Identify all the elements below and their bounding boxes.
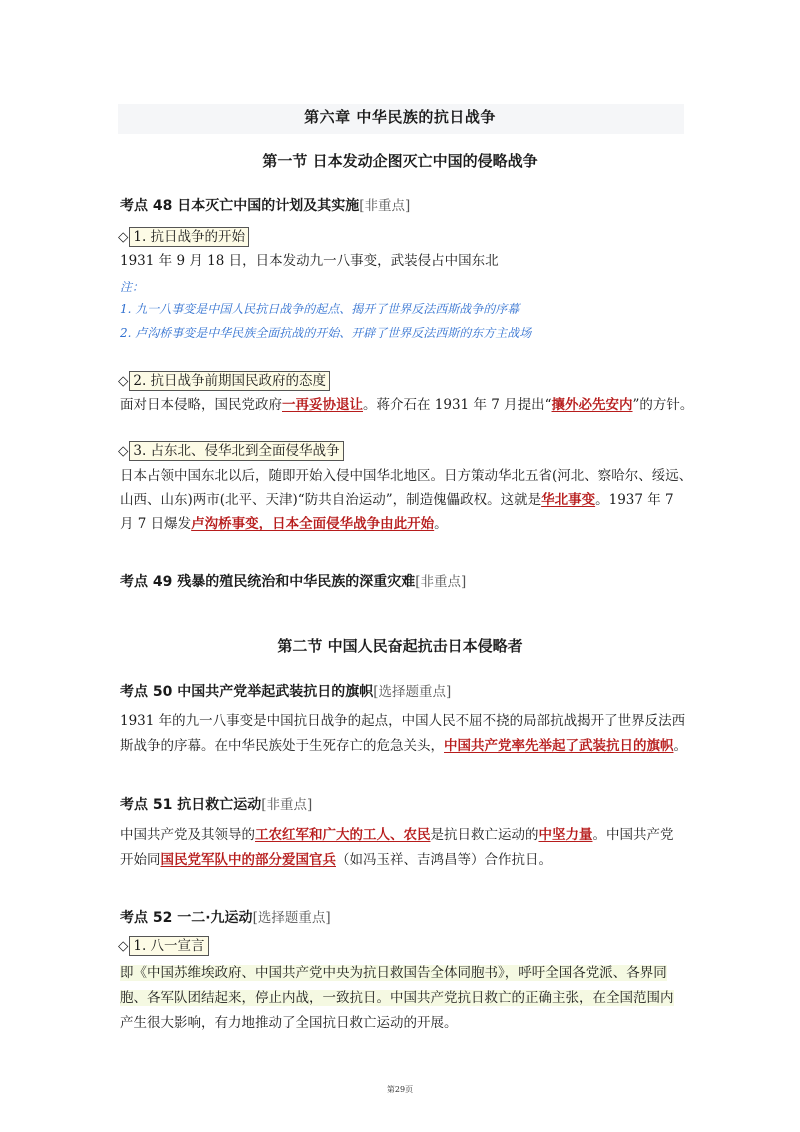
diamond-icon: ◇ [118, 229, 129, 245]
kp48-sub1-label: 1. 抗日战争的开始 [129, 227, 249, 247]
kp50-line2 [120, 734, 687, 758]
kp52-line3: 产生很大影响，有力地推动了全国抗日救亡运动的开展。 [120, 1015, 458, 1031]
diamond-icon: ◇ [118, 443, 129, 459]
highlight-term: 华北事变 [541, 492, 596, 508]
kp50-tag: [选择题重点] [373, 684, 452, 700]
kp49-title: 考点 49 残暴的殖民统治和中华民族的深重灾难 [120, 574, 416, 590]
kp50-heading [120, 680, 451, 701]
text-run: 。 [673, 738, 687, 754]
highlight-term: 卢沟桥事变，日本全面侵华战争由此开始 [191, 516, 435, 532]
kp48-sub2-text [120, 393, 694, 417]
kp48-sub1-text: 1931 年 9 月 18 日，日本发动九一八事变，武装侵占中国东北 [120, 253, 499, 269]
section-title-1: 第一节 日本发动企图灭亡中国的侵略战争 [262, 152, 538, 170]
text-run: ”的方针。 [632, 397, 694, 413]
kp48-title: 考点 48 日本灭亡中国的计划及其实施 [120, 198, 360, 214]
kp51-line2 [120, 848, 680, 872]
kp52-sub1-heading [118, 936, 209, 956]
text-run: 。中国共产党 [592, 827, 674, 843]
highlight-term: 中坚力量 [538, 827, 593, 843]
kp52-sub1-label: 1. 八一宣言 [129, 936, 208, 956]
kp52-heading [120, 906, 331, 927]
diamond-icon: ◇ [118, 938, 129, 954]
text-run: 斯战争的序幕。在中华民族处于生死存亡的危急关头， [120, 738, 444, 754]
diamond-icon: ◇ [118, 373, 129, 389]
highlight-term: 国民党军队中的部分爱国官兵 [160, 852, 336, 868]
highlight-term: 一再妥协退让 [282, 397, 363, 413]
kp51-line1 [120, 823, 680, 847]
kp48-note-2: 2. 卢沟桥事变是中华民族全面抗战的开始、开辟了世界反法西斯的东方主战场 [120, 326, 532, 340]
text-run: 是抗日救亡运动的 [430, 827, 539, 843]
kp49-tag: [非重点] [415, 574, 467, 590]
highlight-term: 工农红军和广大的工人、农民 [255, 827, 431, 843]
page-number: 第29页 [386, 1085, 414, 1094]
text-run: 即《中国苏维埃政府、中国共产党中央为抗日救国告全体同胞书》，呼吁全国各党派、各界同 [120, 965, 667, 981]
chapter-title: 第六章 中华民族的抗日战争 [304, 108, 496, 126]
kp48-sub3-line3 [120, 512, 680, 536]
text-run: 。1937 年 7 [595, 492, 674, 508]
kp48-sub3-line2 [120, 488, 680, 512]
text-run: 山西、山东)两市(北平、天津)“防共自治运动”，制造傀儡政权。这就是 [120, 492, 542, 508]
text-run: 开始同 [120, 852, 161, 868]
text-run: 中国共产党及其领导的 [120, 827, 255, 843]
kp48-sub1-heading [118, 227, 249, 247]
kp48-sub3-line1: 日本占领中国东北以后，随即开始入侵中国华北地区。日方策动华北五省(河北、察哈尔、绥远、 [120, 468, 693, 484]
kp50-title: 考点 50 中国共产党举起武装抗日的旗帜 [120, 684, 374, 700]
kp48-sub3-label: 3. 占东北、侵华北到全面侵华战争 [129, 441, 343, 461]
text-run: 。蒋介石在 1931 年 7 月提出“ [363, 397, 552, 413]
section-title-2: 第二节 中国人民奋起抗击日本侵略者 [277, 637, 523, 655]
kp48-note-1: 1. 九一八事变是中国人民抗日战争的起点、揭开了世界反法西斯战争的序幕 [120, 302, 520, 316]
kp52-tag: [选择题重点] [252, 910, 331, 926]
kp48-sub3-heading [118, 441, 344, 461]
kp50-line1: 1931 年的九一八事变是中国抗日战争的起点，中国人民不屈不挠的局部抗战揭开了世界反法西 [120, 713, 686, 729]
kp51-heading [120, 793, 312, 814]
kp52-title: 考点 52 一二·九运动 [120, 910, 253, 926]
highlight-term: 中国共产党率先举起了武装抗日的旗帜 [444, 738, 674, 754]
text-run: 胞、各军队团结起来，停止内战，一致抗日。中国共产党抗日救亡的正确主张，在全国范围内 [120, 990, 674, 1006]
kp48-note-label: 注： [120, 280, 145, 294]
kp52-line2 [120, 986, 680, 1010]
text-run: （如冯玉祥、吉鸿昌等）合作抗日。 [336, 852, 552, 868]
kp52-line1 [120, 961, 680, 985]
kp49-heading [120, 570, 466, 591]
kp51-tag: [非重点] [261, 797, 313, 813]
highlight-term: 攘外必先安内 [551, 397, 633, 413]
kp51-title: 考点 51 抗日救亡运动 [120, 797, 262, 813]
text-run: 面对日本侵略，国民党政府 [120, 397, 282, 413]
kp48-heading [120, 194, 410, 215]
kp48-sub2-label: 2. 抗日战争前期国民政府的态度 [129, 371, 330, 391]
text-run: 。 [434, 516, 448, 532]
kp48-sub2-heading [118, 371, 330, 391]
kp48-tag: [非重点] [359, 198, 411, 214]
text-run: 月 7 日爆发 [120, 516, 192, 532]
